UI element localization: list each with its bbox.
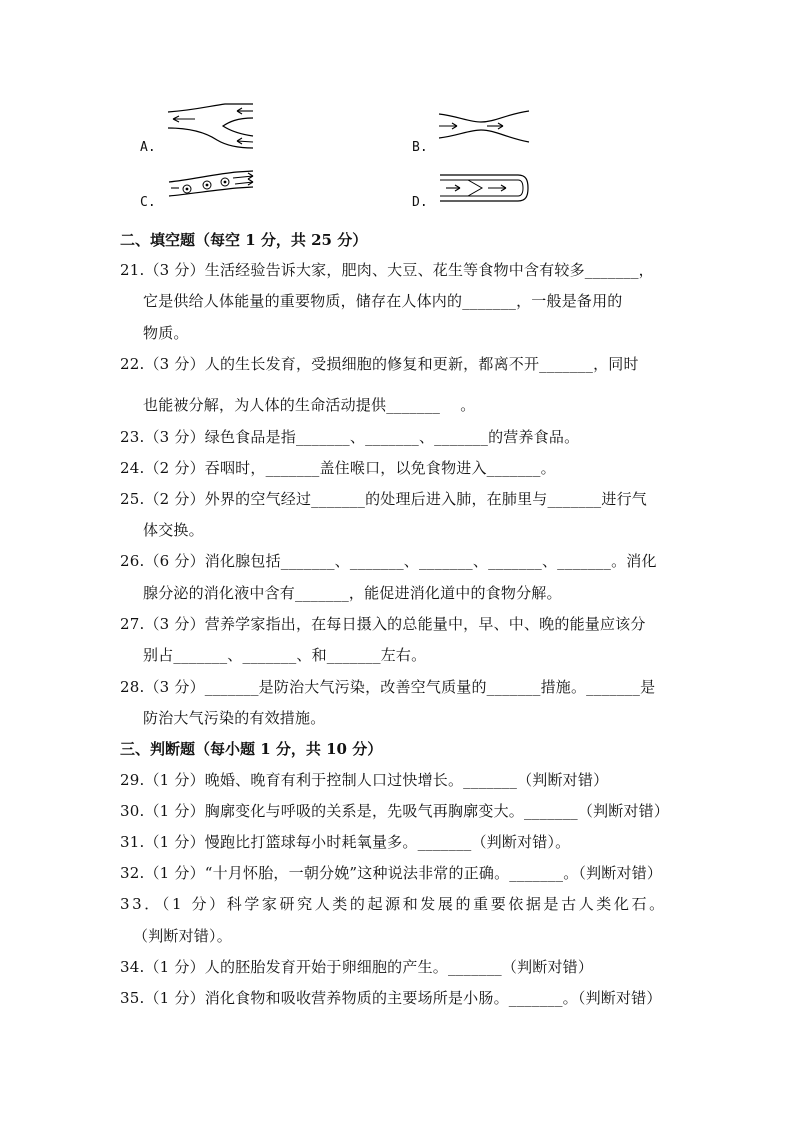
option-b-label: B. bbox=[412, 140, 428, 155]
option-d-label: D. bbox=[412, 195, 428, 210]
option-c-label: C. bbox=[140, 195, 156, 210]
q30-line: 30.（1 分）胸廓变化与呼吸的关系是，先吸气再胸廓变大。_______（判断对错） bbox=[120, 802, 670, 820]
q33-line1: 33．（1 分）科学家研究人类的起源和发展的重要依据是古人类化石。 bbox=[120, 895, 667, 913]
q26-line1: 26.（6 分）消化腺包括_______、_______、_______、_______、_______。消化 bbox=[120, 552, 657, 570]
q33-line2: （判断对错）。 bbox=[133, 927, 232, 945]
section2-title: 二、填空题（每空 1 分，共 25 分） bbox=[120, 231, 368, 249]
q27-line1: 27.（3 分）营养学家指出，在每日摄入的总能量中，早、中、晚的能量应该分 bbox=[120, 615, 646, 633]
q27-line2: 别占_______、_______、和_______左右。 bbox=[143, 646, 427, 664]
q25-line2: 体交换。 bbox=[143, 521, 204, 539]
q21-line2: 它是供给人体能量的重要物质，储存在人体内的_______，一般是备用的 bbox=[143, 292, 623, 310]
option-c-figure bbox=[165, 168, 260, 202]
q29-line: 29.（1 分）晚婚、晚育有利于控制人口过快增长。_______（判断对错） bbox=[120, 771, 609, 789]
q34-line: 34.（1 分）人的胚胎发育开始于卵细胞的产生。_______（判断对错） bbox=[120, 958, 594, 976]
q24-line: 24.（2 分）吞咽时，_______盖住喉口，以免食物进入_______。 bbox=[120, 459, 556, 477]
q26-line2: 腺分泌的消化液中含有_______，能促进消化道中的食物分解。 bbox=[143, 584, 562, 602]
q21-line1: 21.（3 分）生活经验告诉大家，肥肉、大豆、花生等食物中含有较多_______， bbox=[120, 261, 654, 279]
q22-line1: 22.（3 分）人的生长发育，受损细胞的修复和更新，都离不开_______，同时 bbox=[120, 355, 639, 373]
q25-line1: 25.（2 分）外界的空气经过_______的处理后进入肺，在肺里与_______进行气 bbox=[120, 490, 647, 508]
q28-line1: 28.（3 分）_______是防治大气污染，改善空气质量的_______措施。_______是 bbox=[120, 678, 656, 696]
q35-line: 35.（1 分）消化食物和吸收营养物质的主要场所是小肠。_______。（判断对错） bbox=[120, 989, 662, 1007]
option-a-figure bbox=[165, 102, 260, 154]
option-b-figure bbox=[437, 108, 532, 152]
q21-line3: 物质。 bbox=[143, 324, 189, 342]
q28-line2: 防治大气污染的有效措施。 bbox=[143, 709, 326, 727]
q32-line: 32.（1 分）“十月怀胎，一朝分娩”这种说法非常的正确。_______。（判断对错） bbox=[120, 864, 663, 882]
q31-line: 31.（1 分）慢跑比打篮球每小时耗氧量多。_______（判断对错）。 bbox=[120, 833, 571, 851]
section3-title: 三、判断题（每小题 1 分，共 10 分） bbox=[120, 740, 383, 758]
q22-line2: 也能被分解，为人体的生命活动提供_______ 。 bbox=[143, 396, 476, 414]
q23-line: 23.（3 分）绿色食品是指_______、_______、_______的营养食品。 bbox=[120, 428, 580, 446]
option-d-figure bbox=[438, 172, 530, 208]
option-a-label: A. bbox=[140, 140, 156, 155]
